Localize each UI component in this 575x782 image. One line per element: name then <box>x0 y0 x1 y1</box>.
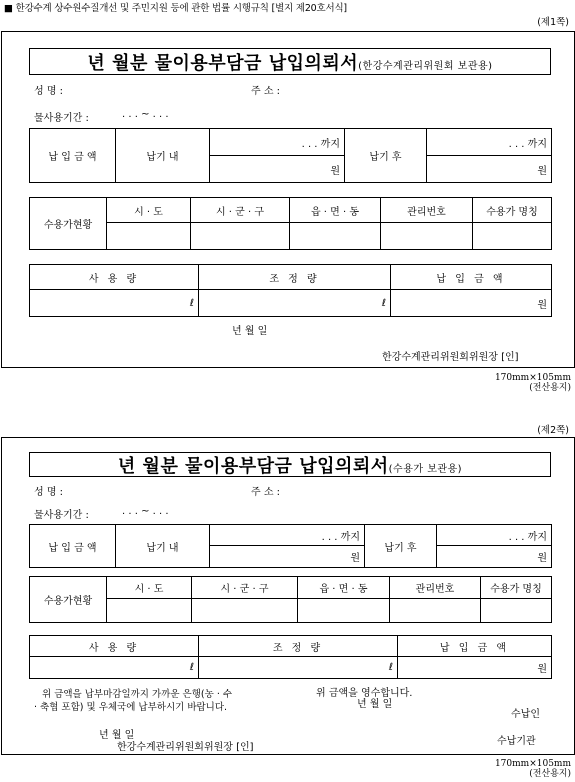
col-town: 읍 · 면 · 동 <box>290 198 381 223</box>
col-adjusted: 조 정 량 <box>199 636 398 657</box>
usage-field[interactable]: ℓ <box>30 290 199 317</box>
status-table <box>29 197 552 250</box>
period-label: 물사용기간 : <box>34 113 89 124</box>
form-committee-copy <box>1 31 575 368</box>
usage-status-label: 수용가현황 <box>30 198 107 250</box>
mgmt-no-field[interactable] <box>381 223 473 250</box>
col-mgmt-no: 관리번호 <box>381 198 473 223</box>
period-label: 물사용기간 : <box>34 510 89 521</box>
col-province: 시 · 도 <box>107 198 191 223</box>
period-value: . . . ~ . . . <box>122 109 169 120</box>
issue-date: 년 월 일 <box>99 730 135 741</box>
customer-name-field[interactable] <box>473 223 552 250</box>
due-after-label: 납기 후 <box>345 129 427 183</box>
col-adjusted: 조 정 량 <box>199 265 391 290</box>
receipt-date: 년 월 일 <box>357 699 393 710</box>
due-in-label: 납기 내 <box>116 129 210 183</box>
col-town: 읍 · 면 · 동 <box>298 577 390 599</box>
town-field[interactable] <box>298 599 390 623</box>
usage-status-label: 수용가현황 <box>30 577 107 623</box>
form-title: 년 월분 물이용부담금 납입의뢰서 <box>117 455 389 477</box>
page-label-1: (제1쪽) <box>537 17 569 28</box>
notice-line-2: · 축협 포함) 및 우체국에 납부하시기 바랍니다. <box>34 702 228 713</box>
col-city: 시 · 군 · 구 <box>192 577 298 599</box>
due-after-label: 납기 후 <box>365 525 437 568</box>
col-province: 시 · 도 <box>107 577 192 599</box>
adjusted-field[interactable]: ℓ <box>199 290 391 317</box>
pay-amount-label: 납 입 금 액 <box>30 525 116 568</box>
size-note-2 <box>495 760 571 780</box>
form-title: 년 월분 물이용부담금 납입의뢰서 <box>87 52 359 74</box>
form-title-sub: (수용가 보관용) <box>388 463 463 475</box>
amount-table <box>29 128 552 183</box>
due-after-amount-field[interactable]: 원 <box>427 156 552 183</box>
due-date-field[interactable]: . . . 까지 <box>210 525 365 546</box>
due-after-date-field[interactable]: . . . 까지 <box>427 129 552 156</box>
name-label: 성 명 : <box>34 86 64 97</box>
adjusted-field[interactable]: ℓ <box>199 657 398 679</box>
col-pay-amount: 납 입 금 액 <box>398 636 552 657</box>
amount-table <box>29 524 552 568</box>
due-after-date-field[interactable]: . . . 까지 <box>437 525 552 546</box>
usage-field[interactable]: ℓ <box>30 657 199 679</box>
paper-text: (전산용지) <box>529 768 571 779</box>
city-field[interactable] <box>192 599 298 623</box>
due-in-amount-field[interactable]: 원 <box>210 156 345 183</box>
period-value: . . . ~ . . . <box>122 506 169 517</box>
address-label: 주 소 : <box>251 487 281 498</box>
pay-amount-label: 납 입 금 액 <box>30 129 116 183</box>
name-label: 성 명 : <box>34 487 64 498</box>
usage-table <box>29 264 552 317</box>
regulation-header: ■ 한강수계 상수원수질개선 및 주민지원 등에 관한 법률 시행규칙 [별지 제20호서식] <box>4 3 347 14</box>
issue-date: 년 월 일 <box>232 326 268 337</box>
col-city: 시 · 군 · 구 <box>191 198 290 223</box>
col-customer-name: 수용가 명칭 <box>481 577 552 599</box>
page-label-2: (제2쪽) <box>537 425 569 436</box>
paper-text: (전산용지) <box>529 382 571 393</box>
col-pay-amount: 납 입 금 액 <box>391 265 552 290</box>
size-note-1 <box>495 374 571 394</box>
mgmt-no-field[interactable] <box>390 599 481 623</box>
col-mgmt-no: 관리번호 <box>390 577 481 599</box>
pay-amount-field[interactable]: 원 <box>391 290 552 317</box>
col-usage: 사 용 량 <box>30 265 199 290</box>
status-table <box>29 576 552 623</box>
form-customer-copy <box>1 437 575 755</box>
receipt-text: 위 금액을 영수합니다. <box>316 688 413 699</box>
due-in-amount-field[interactable]: 원 <box>210 546 365 568</box>
col-usage: 사 용 량 <box>30 636 199 657</box>
address-label: 주 소 : <box>251 86 281 97</box>
city-field[interactable] <box>191 223 290 250</box>
receiver-label: 수납인 <box>511 709 540 720</box>
form-title-box <box>29 452 551 477</box>
usage-table <box>29 635 552 679</box>
form-title-sub: (한강수계관리위원회 보관용) <box>358 60 493 72</box>
signature: 한강수계관리위원회위원장 [인] <box>382 352 519 363</box>
receiving-org-label: 수납기관 <box>497 736 536 747</box>
pay-amount-field[interactable]: 원 <box>398 657 552 679</box>
col-customer-name: 수용가 명칭 <box>473 198 552 223</box>
notice-line-1: 위 금액을 납부마감일까지 가까운 은행(농 · 수 <box>42 689 233 700</box>
province-field[interactable] <box>107 223 191 250</box>
customer-name-field[interactable] <box>481 599 552 623</box>
signature: 한강수계관리위원회위원장 [인] <box>117 742 254 753</box>
form-title-box <box>29 48 551 75</box>
province-field[interactable] <box>107 599 192 623</box>
size-text: 170mm×105mm <box>494 373 571 383</box>
due-date-field[interactable]: . . . 까지 <box>210 129 345 156</box>
size-text: 170mm×105mm <box>494 759 571 769</box>
due-in-label: 납기 내 <box>116 525 210 568</box>
town-field[interactable] <box>290 223 381 250</box>
due-after-amount-field[interactable]: 원 <box>437 546 552 568</box>
